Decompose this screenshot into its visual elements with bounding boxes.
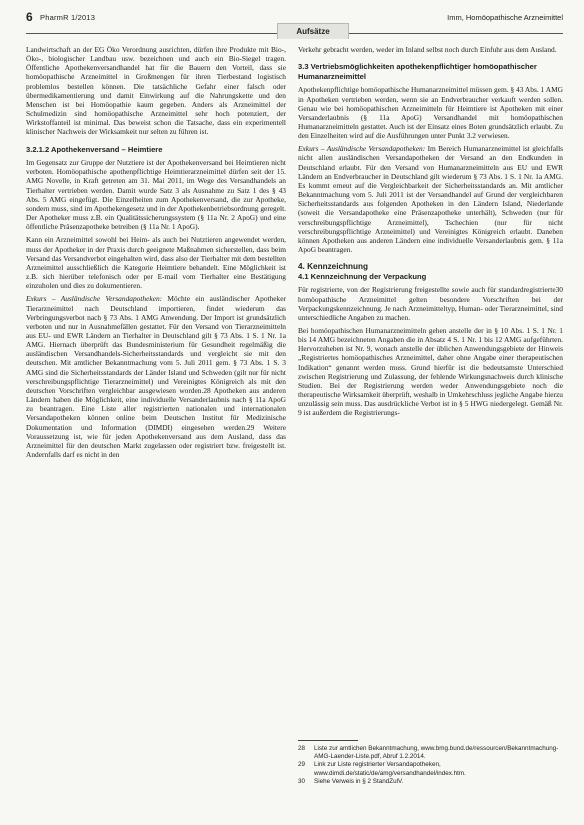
paragraph-text: Möchte ein ausländischer Apotheker Tierarzneimittel nach Deutschland importieren, findet wiederum das Verbringungsverbot nach § 73 Abs. 1 AMG Anwendung. Der Import ist grundsätzlich verboten und nur in Ausnahmefällen gestattet. Für den Versand von Tierarzneimitteln aus EU- und EWR Ländern an Tierhalter in Deutschland gilt § 73 Abs. 1 S. 1 Nr. 1a AMG. Hiernach überprüft das Bundesministerium für Gesundheit regelmäßig die ausländischen Versandhandels-Sicherheitsstandards und vergleicht sie mit den deutschen. Mit amtlicher Bekanntmachung vom 5. Juli 2011 gem. § 73 Abs. 1 S. 3 AMG sind die Sicherheitsstandards der Länder Island und Schweden (gilt nur für nicht verschreibungspflichtige Tierarzneimittel) und Vereinigtes Königreich als mit den deutschen Vorschriften vergleichbar ausgewiesen worden.28 Apotheken aus anderen Ländern haben die Möglichkeit, eine individuelle Versanderlaubnis nach § 11a ApoG zu beantragen. Eine Liste aller registrierten nationalen und internationalen Versandapotheken können online beim Deutschen Institut für Medizinische Dokumentation und Information (DIMDI) eingesehen werden.29 Weitere Voraussetzung ist, wie für jeden Apothekenversand aus dem Ausland, dass das Arzneimittel für den deutschen Markt zugelassen oder registriert bzw. freigestellt ist. Andernfalls darf es nicht in den (26, 294, 286, 459)
run-in-heading: Exkurs – Ausländische Versandapotheken: (298, 144, 426, 154)
footnote (298, 745, 563, 761)
footnote-number: 29 (298, 761, 306, 769)
running-head: Imm, Homöopathische Arzneimittel (447, 13, 563, 22)
paragraph-text: Im Bereich Humanarzneimittel ist gleichfalls nicht allen ausländischen Versandapotheken der Versand an den Endkunden in Deutschland erlaubt. Für den Versand von Humanarzneimitteln aus EU und EWR Ländern an Endverbraucher in Deutschland gilt wiederum § 73 Abs. 1 S. 1 Nr. 1a AMG. Es kommt erneut auf die Vergleichbarkeit der Sicherheitsstandards an. Mit amtlicher Bekanntmachung vom 5. Juli 2011 ist der Versandhandel auf Grund der vergleichbaren Sicherheitsstandards aus folgenden Apotheken in den Ländern Island, Niederlande (soweit die Versandapotheke eine Präsenzapotheke unterhält), Schweden (nur für verschreibungspflichtige Arzneimittel), Tschechien (nur für nicht verschreibungspflichtige Arzneimittel) und Vereinigtes Königreich erlaubt. Daneben können Apotheken aus anderen Ländern eine individuelle Versanderlaubnis gem. § 11a ApoG beantragen. (298, 144, 564, 254)
footnote (298, 761, 563, 777)
spacer (298, 54, 563, 62)
left-column (26, 45, 286, 459)
section-heading: 4.1 Kennzeichnung der Verpackung (298, 271, 427, 281)
paragraph (26, 235, 286, 290)
section-heading: 3.3 Vertriebsmöglichkeiten apothekenpflichtiger homöopathischer Humanarzneimittel (298, 62, 537, 81)
paragraph-text: Im Gegensatz zur Gruppe der Nutztiere ist der Apothekenversand bei Heimtieren nicht verboten. Homöopathische apothenpflichtige Heimtierarzneimittel dürfen seit der 15. AMG Novelle, in Kraft getreten am 31. Mai 2011, im Wege des Versandhandels an Tierhalter vertrieben werden. Damit wurde Satz 3 als Ausnahme zu Satz 1 des § 43 Abs. 5 AMG eingefügt. Die Einzelheiten zum Apothekenversand, die zur Apotheke, sondern muss, sind im Apothekengesetz und in der Apothekenbetriebsordnung geregelt. Der Apotheker muss z.B. ein Qualitätssicherungssystem (§ 11a Nr. 2 ApoG) und eine öffentliche Präsenzapotheke betreiben (§ 11a Nr. 1 ApoG). (26, 158, 286, 232)
paragraph (26, 294, 286, 459)
footnote-text: Link zur Liste registrierter Versandapotheken, www.dimdi.de/static/de/amg/versandhandel/index.htm. (314, 761, 466, 777)
paragraph (298, 45, 563, 54)
page-number: 6 (26, 10, 33, 24)
page-header (26, 9, 563, 34)
section-heading: 4. Kennzeichnung (298, 262, 369, 272)
paragraph-text: Kann ein Arzneimittel sowohl bei Heim- als auch bei Nutztieren angewendet werden, muss der Apotheker in der Praxis durch geeignete Maßnahmen sicherstellen, dass beim Versand das Versandverbot eingehalten wird, dass also der Tierhalter mit dem bestellten Arzneimittel ausschließlich die Kategorie Heimtiere behandelt. Eine Möglichkeit ist z.B. sich hierüber telefonisch oder per E-mail vom Tierhalter eine Bestätigung einzuholen und dies zu dokumentieren. (26, 235, 286, 291)
paragraph-text: Bei homöopathischen Humanarzneimitteln gehen anstelle der in § 10 Abs. 1 S. 1 Nr. 1 bis 14 AMG bezeichneten Angaben die in Absatz 4 S. 1 Nr. 1 bis 12 AMG aufgeführten. Hervorzuheben ist Nr. 9, wonach anstelle der üblichen Anwendungsgebiete der Hinweis „Registriertes homöopathisches Arzneimittel, daher ohne Angabe einer therapeutischen Indikation“ genannt werden muss. Grund hierfür ist die bedeutsamste Unterschied zwischen Registrierung und Zulassung, der fehlende Wirkungsnachweis durch klinische Studien. Bei der Registrierung werden weder Anwendungsgebiete noch die therapeutische Wirksamkeit überprüft, weshalb in Umkehrschluss jegliche Angabe hierzu unzulässig sein muss. Das ausdrückliche Verbot ist in § 5 HWG niedergelegt. Gemäß Nr. 9 ist außerdem die Registrierungs- (298, 325, 563, 418)
right-column (298, 45, 563, 418)
spacer (26, 137, 286, 145)
section-tab: Aufsätze (277, 23, 349, 39)
section-heading: 3.2.1.2 Apothekenversand – Heimtiere (26, 144, 163, 154)
spacer (298, 254, 563, 262)
footnote (298, 778, 563, 786)
paragraph-text: Landwirtschaft an der EG Öko Verordnung ausrichten, dürfen ihre Produkte mit Bio-, Öko-, biologischer Landbau usw. bezeichnen und auch ein Bio-Siegel tragen. Öffentliche Apothekenversandhandel hat für die Bauern den Vorteil, dass sie homöopathische Arzneimittel in Großmengen für ihren Tierbestand logistisch problemlos bestellen können. Die tatsächliche Gefahr einer falsch oder übermedikamentierung und damit Einwirkung auf die Nahrungskette und den Menschen ist bei Homöopathie kaum gegeben. Anders als Arzneimittel der Schulmedizin sind homöopathische Arzneimittel sehr hoch potenziert, der Wirkstoffanteil ist minimal. Das beweist schon die Tatsache, dass ein experimentell klinischer Nachweis der Wirksamkeit nur selten zu führen ist. (26, 45, 286, 137)
run-in-heading: Exkurs – Ausländische Versandapotheken: (26, 294, 163, 304)
paragraph-text: Apothekenpflichtige homöopathische Humanarzneimittel müssen gem. § 43 Abs. 1 AMG in Apotheken vertrieben werden, wenn sie an Endverbraucher verkauft werden sollen. Genau wie bei homöopathischen Arzneimitteln für Heimtiere ist Apotheken mit einer Versanderlaubnis (§ 11a ApoG) Versandhandel mit homöopathischen Humanarzneimitteln gestattet. Auch ist der Einsatz eines Boten grundsätzlich erlaubt. Zu den Einzelheiten wird auf die Ausführungen unter Punkt 3.2 verwiesen. (298, 85, 563, 141)
footnote-number: 30 (298, 777, 306, 785)
paragraph (26, 158, 286, 231)
paragraph-text: Verkehr gebracht werden, weder im Inland selbst noch durch Einfuhr aus dem Ausland. (298, 45, 557, 54)
paragraph (298, 144, 563, 254)
paragraph (26, 45, 286, 137)
footnotes (298, 740, 563, 786)
journal-reference: PharmR 1/2013 (40, 13, 96, 22)
footnote-text: Siehe Verweis in § 2 StandZulV. (314, 777, 404, 785)
footnote-text: Liste zur amtlichen Bekanntmachung, www.bmg.bund.de/ressourcen/Bekanntmachung-AMG-Laender-Liste.pdf, Abruf 1.2.2014. (314, 745, 559, 761)
paragraph (298, 85, 563, 140)
footnote-number: 28 (298, 745, 306, 752)
footnote-rule (298, 740, 358, 741)
paragraph (298, 285, 563, 322)
paragraph-text: Für registrierte, von der Registrierung freigestellte sowie auch für standardregistrierte30 homöopathische Arzneimittel gelten besondere Vorschriften bei der Verpackungskennzeichnung. Je nach Arzneimitteltyp, Human- oder Tierarzneimittel, sind unterschiedliche Angaben zu machen. (298, 285, 563, 322)
paragraph (298, 326, 563, 418)
